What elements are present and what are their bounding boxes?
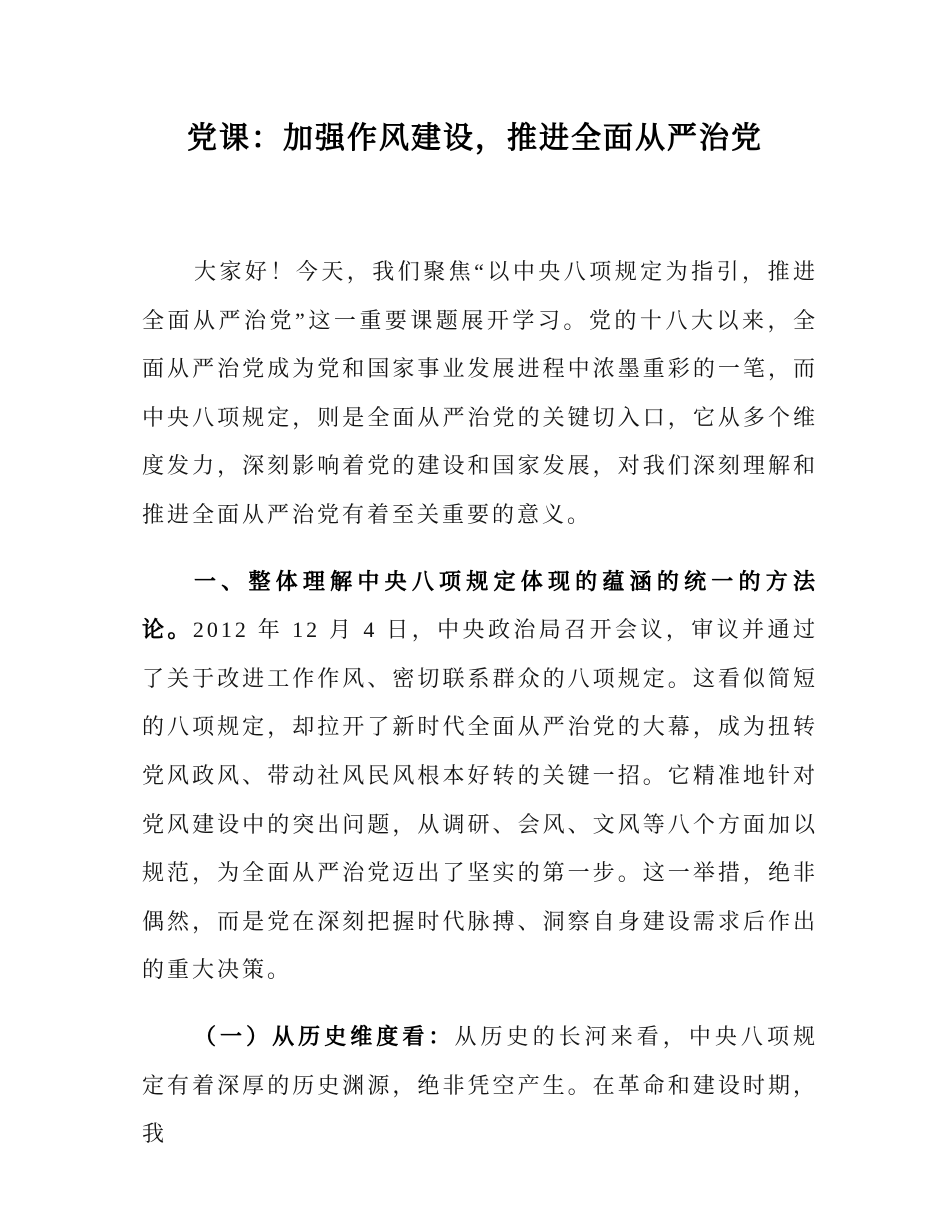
text-run: 从历史的长河来看，中央八项规定有着深厚的历史渊源，绝非凭空产生。在革命和建设时期，我 bbox=[142, 1023, 818, 1147]
heading-run: （一）从历史维度看： bbox=[194, 1023, 455, 1049]
heading-run: 一、整体理解中央八项规定体现的蕴涵的统一的方法论。 bbox=[142, 568, 818, 643]
text-run: 大家好！今天，我们聚焦“以中央八项规定为指引，推进全面从严治党”这一重要课题展开学习。党的十八大以来，全面从严治党成为党和国家事业发展进程中浓墨重彩的一笔，而中央八项规定，则是全面从严治党的关键切入口，它从多个维度发力，深刻影响着党的建设和国家发展，对我们深刻理解和推进全面从严治党有着至关重要的意义。 bbox=[142, 259, 818, 527]
document-body bbox=[142, 248, 818, 1159]
paragraph bbox=[142, 248, 818, 540]
text-run: 2012 年 12 月 4 日，中央政治局召开会议，审议并通过了关于改进工作作风、密切联系群众的八项规定。这看似简短的八项规定，却拉开了新时代全面从严治党的大幕，成为扭转党风政风、带动社风民风根本好转的关键一招。它精准地针对党风建设中的突出问题，从调研、会风、文风等八个方面加以规范，为全面从严治党迈出了坚实的第一步。这一举措，绝非偶然，而是党在深刻把握时代脉搏、洞察自身建设需求后作出的重大决策。 bbox=[142, 617, 818, 983]
document-title: 党课：加强作风建设，推进全面从严治党 bbox=[187, 122, 763, 155]
paragraph bbox=[142, 1013, 818, 1159]
paragraph bbox=[142, 558, 818, 995]
